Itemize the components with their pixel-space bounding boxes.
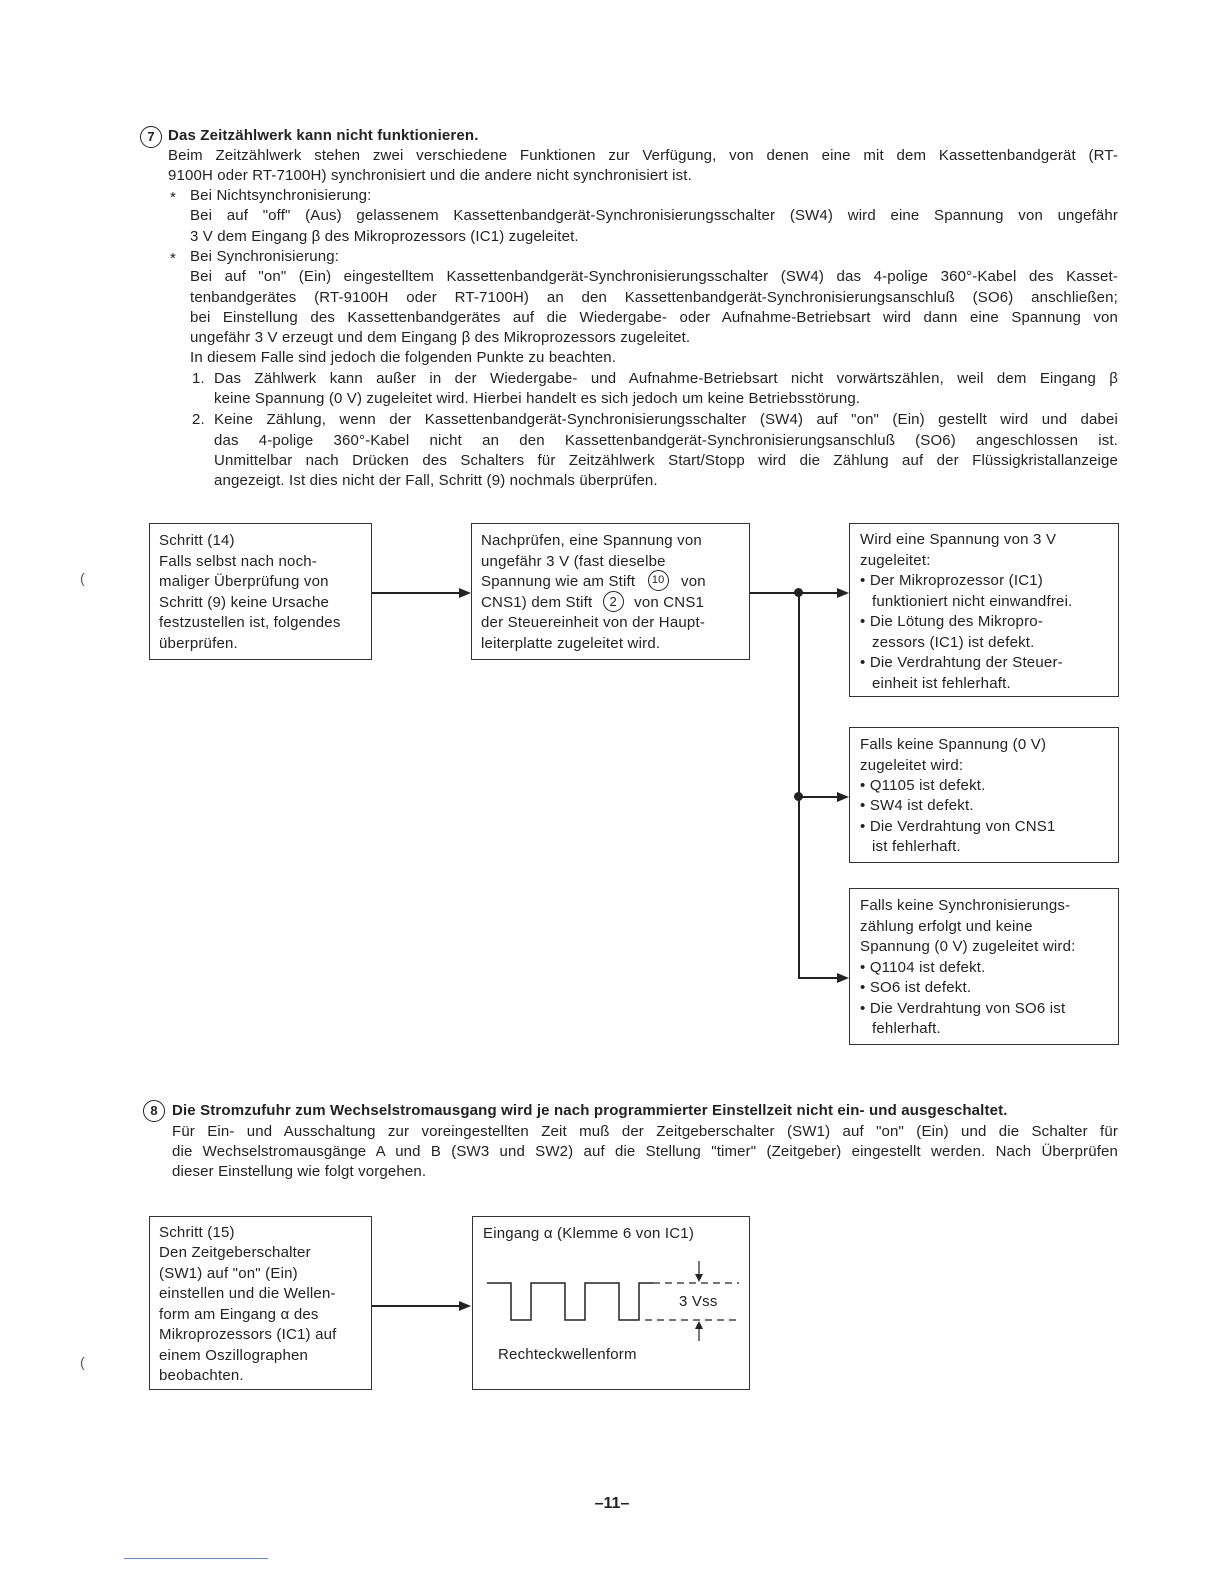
connector-line (798, 796, 838, 798)
result-line: einheit ist fehlerhaft. (872, 675, 1011, 692)
connector-arrow (459, 1301, 471, 1311)
result-line: zugeleitet wird: (860, 757, 964, 774)
check-line: ungefähr 3 V (fast dieselbe (481, 553, 666, 570)
check-text: von CNS1 (634, 594, 705, 611)
result-0v-box (849, 727, 1119, 863)
section-8-number: 8 (143, 1100, 165, 1122)
result-line: Spannung (0 V) zugeleitet wird: (860, 938, 1076, 955)
check-text: Spannung wie am Stift (481, 573, 636, 590)
step-14-line: festzustellen ist, folgendes (159, 614, 341, 631)
check-text: von (681, 573, 706, 590)
result-line: zählung erfolgt und keine (860, 918, 1033, 935)
voltage-check-box (471, 523, 750, 660)
result-line: zessors (IC1) ist defekt. (872, 634, 1035, 651)
result-line: Falls keine Spannung (0 V) (860, 736, 1047, 753)
point-2-line: Unmittelbar nach Drücken des Schalters für Zeitzählwerk Start/Stopp wird die Zählung auf der Flüssigkristallanzeige (214, 452, 1118, 469)
step-15-line: form am Eingang α des (159, 1306, 319, 1323)
connector-line (372, 592, 460, 594)
step-14-line: Falls selbst nach noch- (159, 553, 318, 570)
bullet-1-heading: Bei Nichtsynchronisierung: (190, 187, 372, 204)
result-line: zugeleitet: (860, 552, 931, 569)
point-2-line: Keine Zählung, wenn der Kassettenbandgerät-Synchronisierungsschalter (SW4) auf "on" (Ein) gestellt wird und dabei (214, 411, 1118, 428)
check-line: Nachprüfen, eine Spannung von (481, 532, 702, 549)
point-1-line: Das Zählwerk kann außer in der Wiedergabe- und Aufnahme-Betriebsart nicht vorwärtszählen, weil dem Eingang β (214, 370, 1118, 387)
result-line: Falls keine Synchronisierungs- (860, 897, 1071, 914)
waveform-title: Eingang α (Klemme 6 von IC1) (483, 1225, 695, 1242)
point-1-number: 1. (192, 370, 205, 387)
result-line: Wird eine Spannung von 3 V (860, 531, 1057, 548)
step-15-line: Mikroprozessors (IC1) auf (159, 1326, 337, 1343)
section-8-body-line: die Wechselstromausgänge A und B (SW3 und SW2) auf die Stellung "timer" (Zeitgeber) eingestellt werden. Nach Überprüfen (172, 1143, 1118, 1160)
step-15-line: Schritt (15) (159, 1224, 235, 1241)
step-14-line: Schritt (14) (159, 532, 235, 549)
connector-line (372, 1305, 460, 1307)
result-3v-box (849, 523, 1119, 697)
result-line: • SO6 ist defekt. (860, 979, 972, 996)
waveform-caption: Rechteckwellenform (498, 1346, 637, 1363)
section-7-number: 7 (140, 126, 162, 148)
bullet-1-line: Bei auf "off" (Aus) gelassenem Kassettenbandgerät-Synchronisierungsschalter (SW4) wird eine Spannung von ungefähr (190, 207, 1118, 224)
bullet-2-line: Bei auf "on" (Ein) eingestelltem Kassettenbandgerät-Synchronisierungsschalter (SW4) das 4-polige 360°-Kabel des Kasset- (190, 268, 1118, 285)
result-line: • Q1104 ist defekt. (860, 959, 986, 976)
result-line: funktioniert nicht einwandfrei. (872, 593, 1073, 610)
waveform-box (472, 1216, 750, 1390)
waveform-amplitude: 3 Vss (679, 1293, 718, 1310)
step-15-box (149, 1216, 372, 1390)
step-14-line: überprüfen. (159, 635, 238, 652)
amplitude-arrowhead-bottom (695, 1321, 703, 1329)
result-line: ist fehlerhaft. (872, 838, 961, 855)
check-line (481, 593, 704, 614)
connector-arrow (459, 588, 471, 598)
result-line: • Die Verdrahtung von CNS1 (860, 818, 1056, 835)
result-line: fehlerhaft. (872, 1020, 941, 1037)
section-8-body-line: dieser Einstellung wie folgt vorgehen. (172, 1163, 427, 1180)
bullet-1-line: 3 V dem Eingang β des Mikroprozessors (IC1) zugeleitet. (190, 228, 579, 245)
check-line: leiterplatte zugeleitet wird. (481, 635, 661, 652)
square-wave-trace (487, 1283, 653, 1320)
connector-arrow (837, 973, 849, 983)
step-15-line: einstellen und die Wellen- (159, 1285, 336, 1302)
point-2-line: das 4-polige 360°-Kabel nicht an den Kassettenbandgerät-Synchronisierungsanschluß (SO6) angeschlossen ist. (214, 432, 1118, 449)
check-line: der Steuereinheit von der Haupt- (481, 614, 706, 631)
connector-arrow (837, 792, 849, 802)
result-line: • Der Mikroprozessor (IC1) (860, 572, 1043, 589)
section-7-title: Das Zeitzählwerk kann nicht funktionieren. (168, 127, 479, 144)
bullet-asterisk: * (170, 189, 176, 206)
point-2-number: 2. (192, 411, 205, 428)
footer-rule (124, 1558, 268, 1559)
step-15-line: beobachten. (159, 1367, 244, 1384)
check-line (481, 572, 706, 593)
bullet-2-line: bei Einstellung des Kassettenbandgerätes auf die Wiedergabe- oder Aufnahme-Betriebsart wird dann eine Spannung von (190, 309, 1118, 326)
result-line: • Die Lötung des Mikropro- (860, 613, 1044, 630)
amplitude-arrowhead-top (695, 1274, 703, 1282)
section-8-title: Die Stromzufuhr zum Wechselstromausgang wird je nach programmierter Einstellzeit nicht ein- und ausgeschaltet. (172, 1102, 1008, 1119)
point-1-line: keine Spannung (0 V) zugeleitet wird. Hierbei handelt es sich jedoch um keine Betriebsstörung. (214, 390, 861, 407)
section-8-body-line: Für Ein- und Ausschaltung zur voreingestellten Zeit muß der Zeitgeberschalter (SW1) auf "on" (Ein) und die Schalter für (172, 1123, 1118, 1140)
pin-10-marker: 10 (648, 570, 669, 591)
result-line: • SW4 ist defekt. (860, 797, 974, 814)
bullet-asterisk: * (170, 250, 176, 267)
step-15-line: einem Oszillographen (159, 1347, 309, 1364)
step-14-line: maliger Überprüfung von (159, 573, 329, 590)
result-line: • Die Verdrahtung von SO6 ist (860, 1000, 1066, 1017)
bullet-2-line: In diesem Falle sind jedoch die folgenden Punkte zu beachten. (190, 349, 617, 366)
step-15-line: (SW1) auf "on" (Ein) (159, 1265, 298, 1282)
branch-line (798, 592, 800, 978)
pin-2-marker: 2 (603, 591, 624, 612)
page-number: –11– (594, 1495, 630, 1512)
step-14-line: Schritt (9) keine Ursache (159, 594, 330, 611)
connector-line (798, 977, 838, 979)
connector-arrow (837, 588, 849, 598)
check-text: CNS1) dem Stift (481, 594, 593, 611)
step-14-box (149, 523, 372, 660)
section-7-intro-line: 9100H oder RT-7100H) synchronisiert und die andere nicht synchronisiert ist. (168, 167, 692, 184)
point-2-line: angezeigt. Ist dies nicht der Fall, Schritt (9) nochmals überprüfen. (214, 472, 658, 489)
section-7-intro-line: Beim Zeitzählwerk stehen zwei verschiedene Funktionen zur Verfügung, von denen eine mit dem Kassettenbandgerät (RT- (168, 147, 1118, 164)
bullet-2-heading: Bei Synchronisierung: (190, 248, 340, 265)
result-line: • Q1105 ist defekt. (860, 777, 986, 794)
margin-mark: ( (80, 570, 85, 586)
bullet-2-line: tenbandgerätes (RT-9100H oder RT-7100H) an den Kassettenbandgerät-Synchronisierungsanschluß (SO6) anschließen; (190, 289, 1118, 306)
result-line: • Die Verdrahtung der Steuer- (860, 654, 1063, 671)
bullet-2-line: ungefähr 3 V erzeugt und dem Eingang β des Mikroprozessors zugeleitet. (190, 329, 691, 346)
result-sync-box (849, 888, 1119, 1045)
margin-mark: ( (80, 1354, 85, 1370)
step-15-line: Den Zeitgeberschalter (159, 1244, 311, 1261)
